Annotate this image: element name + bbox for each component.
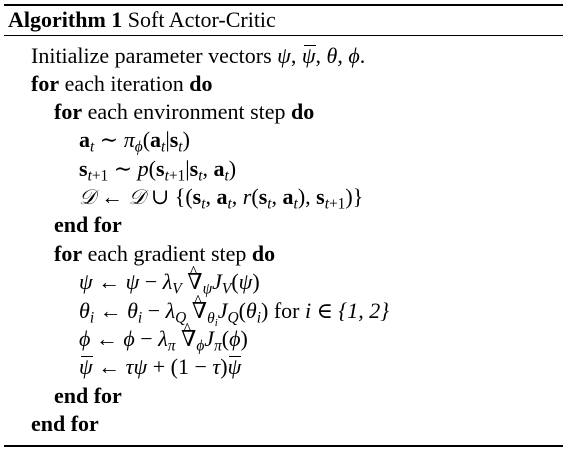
line-for-grad-step bbox=[54, 240, 275, 268]
each-env-step-text: each environment step bbox=[87, 99, 286, 124]
line-phi-update: ϕ ← $\phi - \lambda_\pi$ ^ $\nabla_\phi J_\pi(\phi)$ bbox=[79, 325, 248, 353]
line-psi-update: ψ ← $\psi - \lambda_V$ ^ $\nabla_\psi J_V(\psi)$ bbox=[79, 268, 260, 296]
end-for-keyword: end for bbox=[54, 383, 122, 408]
do-keyword: do bbox=[189, 71, 213, 96]
do-keyword: do bbox=[291, 99, 315, 124]
for-keyword: for bbox=[54, 241, 83, 266]
line-sample-state: $s_{t+1}$ ∼ $p(s_{t+1}|s_t$, $a_t$) bbox=[79, 156, 237, 185]
for-keyword: for bbox=[54, 99, 83, 124]
line-sample-action: $a_t$ ∼ $\pi_\phi(a_t|s_t)$ bbox=[79, 127, 190, 156]
algorithm-label: Algorithm 1 bbox=[8, 7, 123, 32]
line-for-iteration bbox=[31, 70, 212, 98]
line-end-for-env bbox=[54, 211, 122, 239]
line-psi-bar-update: ψ ← τψ + (1 − τ)ψ bbox=[79, 354, 242, 379]
each-grad-step-text: each gradient step bbox=[87, 241, 247, 266]
end-for-keyword: end for bbox=[31, 411, 99, 436]
each-iteration-text: each iteration bbox=[64, 71, 184, 96]
for-keyword: for bbox=[31, 71, 60, 96]
algorithm-title: Soft Actor-Critic bbox=[127, 7, 276, 32]
line-initialize: Initialize parameter vectors ψ, ψ, θ, ϕ. bbox=[31, 43, 366, 68]
line-for-env-step bbox=[54, 98, 314, 126]
line-replay-buffer: 𝒟 ← 𝒟 ∪ {($s_t$, $a_t$, $r(s_t$, $a_t$), $s_{t+1}$)} bbox=[79, 184, 364, 213]
line-theta-update: $\theta_i$ ← $\theta_i - \lambda_Q$ ^ $\nabla_{\theta_i}J_Q(\theta_i)$ for i ∈ {1, 2} bbox=[79, 297, 389, 325]
do-keyword: do bbox=[251, 241, 276, 266]
bottom-rule bbox=[4, 445, 563, 447]
algorithm-caption bbox=[8, 6, 276, 34]
init-text: Initialize parameter vectors bbox=[31, 43, 272, 68]
line-end-for-grad bbox=[54, 382, 122, 410]
for-i-text: for bbox=[273, 298, 300, 323]
caption-rule bbox=[4, 35, 563, 36]
i-in-set: i ∈ {1, 2} bbox=[305, 298, 389, 323]
end-for-keyword: end for bbox=[54, 212, 122, 237]
line-end-for-iteration bbox=[31, 410, 99, 438]
